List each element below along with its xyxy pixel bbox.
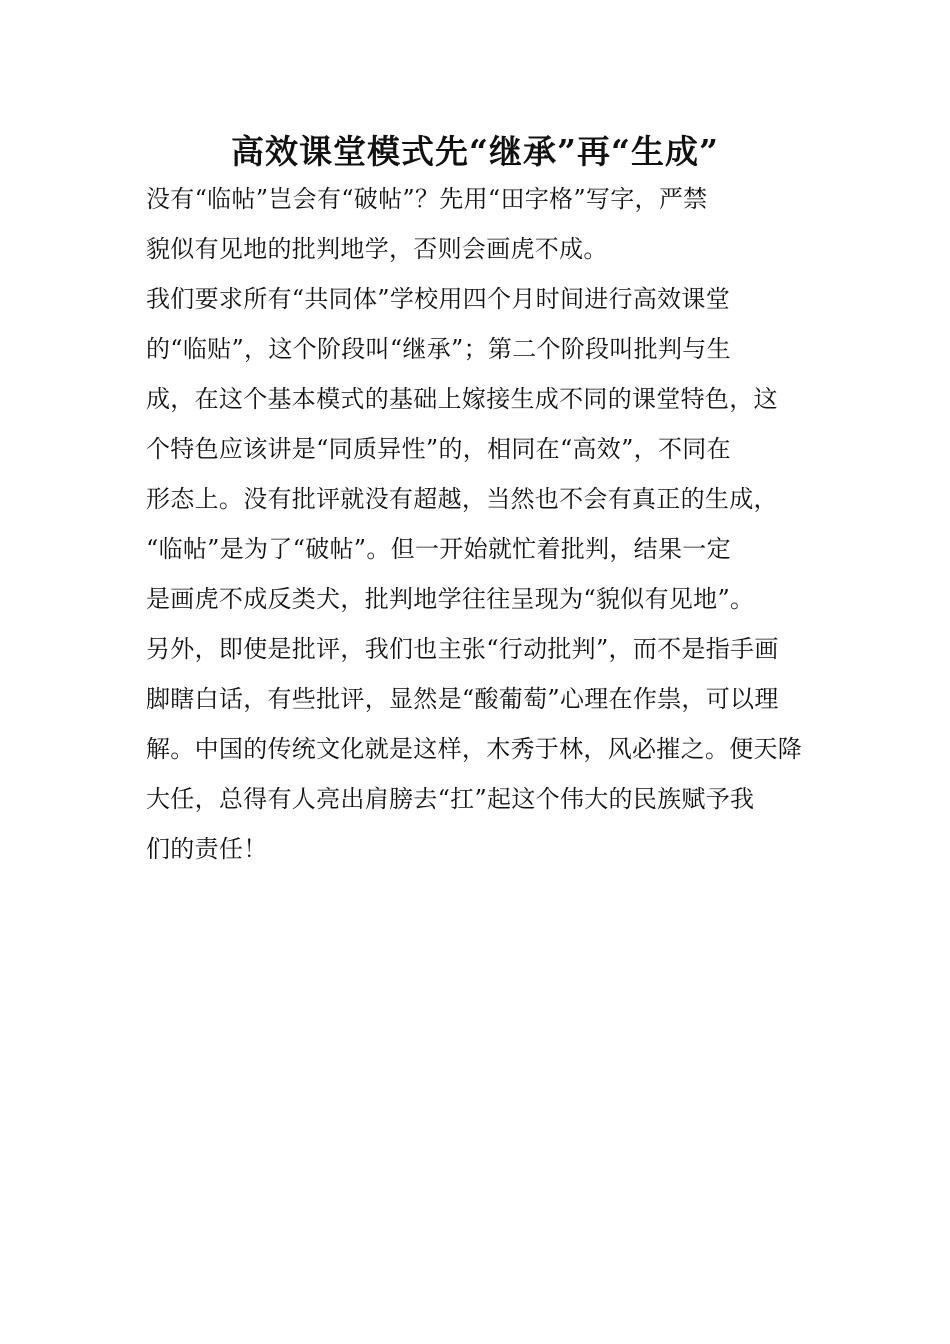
body-line: 另外，即使是批评，我们也主张“行动批判”，而不是指手画 (146, 635, 779, 663)
body-line: 貌似有见地的批判地学，否则会画虎不成。 (146, 235, 608, 263)
body-line: 解。中国的传统文化就是这样，木秀于林，风必摧之。便天降 (146, 735, 803, 763)
body-line: 的“临贴”，这个阶段叫“继承”；第二个阶段叫批判与生 (146, 335, 731, 363)
body-line: 大任，总得有人亮出肩膀去“扛”起这个伟大的民族赋予我 (146, 785, 755, 813)
document-body (146, 174, 826, 874)
body-line: 是画虎不成反类犬，批判地学往往呈现为“貌似有见地”。 (146, 585, 755, 613)
body-line: 形态上。没有批评就没有超越，当然也不会有真正的生成， (146, 485, 778, 513)
body-line: 个特色应该讲是“同质异性”的，相同在“高效”，不同在 (146, 435, 731, 463)
body-line: “临帖”是为了“破帖”。但一开始就忙着批判，结果一定 (146, 535, 731, 563)
body-line: 们的责任！ (146, 835, 268, 863)
body-line: 脚瞎白话，有些批评，显然是“酸葡萄”心理在作祟，可以理 (146, 685, 779, 713)
body-line: 成，在这个基本模式的基础上嫁接生成不同的课堂特色，这 (146, 385, 778, 413)
body-line: 我们要求所有“共同体”学校用四个月时间进行高效课堂 (146, 285, 731, 313)
document-title: 高效课堂模式先“继承”再“生成” (231, 132, 719, 171)
body-line: 没有“临帖”岂会有“破帖”？先用“田字格”写字，严禁 (146, 185, 708, 213)
